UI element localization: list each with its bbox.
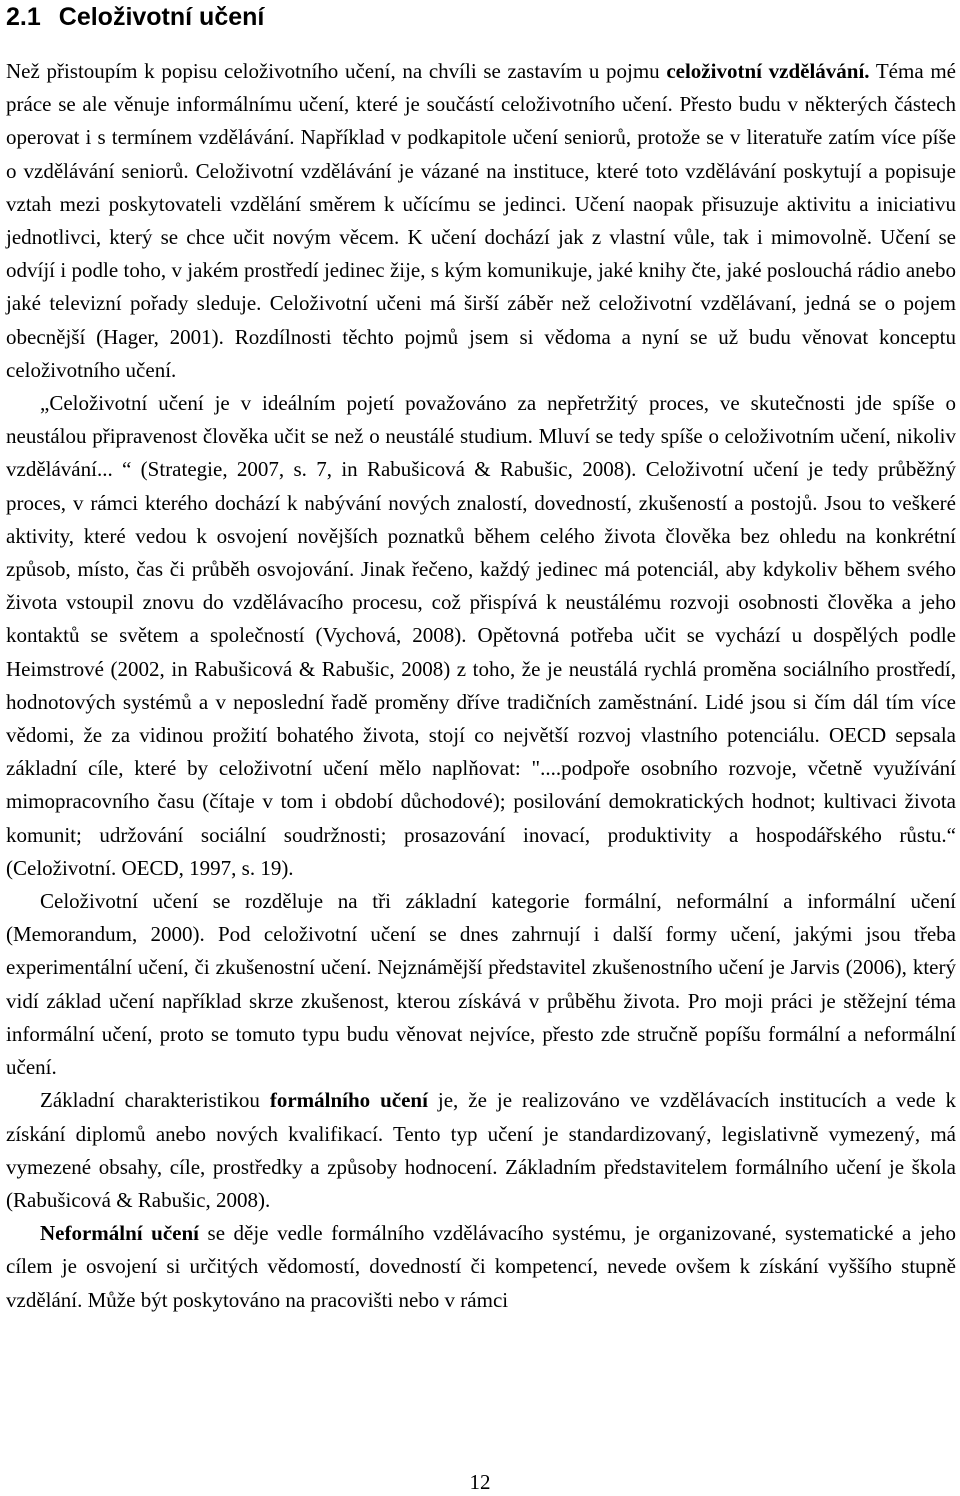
bold-term: Neformální učení [40,1221,200,1246]
paragraph [6,1217,956,1317]
section-title: Celoživotní učení [58,3,265,31]
bold-term: formálního učení [269,1088,428,1113]
paragraph [6,387,956,885]
section-heading [6,2,956,32]
section-body [6,55,956,1317]
text-run: Celoživotní učení se rozděluje na tři základní kategorie formální, neformální a informální učení (Memorandum, 2000). Pod celoživotní učení se dnes zahrnují i další formy učení, jakými jsou třeba experimentální učení, či zkušenostní učení. Nejznámější představitel zkušenostního učení je Jarvis (2006), který vidí základ učení například skrze zkušenost, kterou získává v průběhu života. Pro moji práci je stěžejní téma informální učení, proto se tomuto typu budu věnovat nejvíce, přesto zde stručně popíšu formální a neformální učení. [6,889,956,1080]
text-run: Téma mé práce se ale věnuje informálnímu učení, které je součástí celoživotního učení. Přesto budu v některých částech operovat i s termínem vzdělávání. Například v podkapitole učení seniorů, protože se v literatuře zatím více píše o vzdělávání seniorů. Celoživotní vzdělávání je vázané na instituce, které toto vzdělávání poskytují a popisuje vztah mezi poskytovateli vzdělání směrem k učícímu se jedinci. Učení naopak přisuzuje aktivitu a iniciativu jednotlivci, který se chce učit novým věcem. K učení dochází jak z vlastní vůle, tak i mimovolně. Učení se odvíjí i podle toho, v jakém prostředí jedinec žije, s kým komunikuje, jaké knihy čte, jaké poslouchá rádio anebo jaké televizní pořady sleduje. Celoživotní učeni má širší záběr než celoživotní vzdělávaní, jedná se o pojem obecnější (Hager, 2001). Rozdílnosti těchto pojmů jsem si vědoma a nyní se už budu věnovat konceptu celoživotního učení. [6,59,956,382]
paragraph [6,55,956,387]
text-run: Základní charakteristikou [40,1088,270,1113]
text-run: je, že je realizováno ve vzdělávacích institucích a vede k získání diplomů anebo nových kvalifikací. Tento typ učení je standardizovaný, legislativně vymezený, má vymezené obsahy, cíle, prostředky a způsoby hodnocení. Základním představitelem formálního učení je škola (Rabušicová & Rabušic, 2008). [6,1088,956,1212]
document-page [6,0,956,1317]
page-number: 12 [469,1470,491,1494]
text-run: Než přistoupím k popisu celoživotního učení, na chvíli se zastavím u pojmu [6,59,667,83]
text-run: „Celoživotní učení je v ideálním pojetí považováno za nepřetržitý proces, ve skutečnosti jde spíše o neustálou připravenost člověka učit se než o neustálé studium. Mluví se tedy spíše o celoživotním učení, nikoliv vzdělávání... “ (Strategie, 2007, s. 7, in Rabušicová & Rabušic, 2008). Celoživotní učení je tedy průběžný proces, v rámci kterého dochází k nabývání nových znalostí, dovedností, zkušeností a postojů. Jsou to veškeré aktivity, které vedou k osvojení novějších poznatků během celého života člověka bez ohledu na konkrétní způsob, místo, čas či průběh osvojování. Jinak řečeno, každý jedinec má potenciál, aby kdykoliv během svého života vstoupil znovu do vzdělávacího procesu, což přispívá k neustálému rozvoji osobnosti člověka a jeho kontaktů se světem a společností (Vychová, 2008). Opětovná potřeba učit se vychází u dospělých podle Heimstrové (2002, in Rabušicová & Rabušic, 2008) z toho, že je neustálá rychlá proměna sociálního prostředí, hodnotových systémů a v neposlední řadě proměny dříve tradičních zaměstnání. Lidé jsou si čím dál tím více vědomi, že za vidinou prožití bohatého života, stojí co největší rozvoj vlastního potenciálu. OECD sepsala základní cíle, které by celoživotní učení mělo naplňovat: "....podpoře osobního rozvoje, včetně využívání mimopracovního času (čítaje v tom i období důchodové); posilování demokratických hodnot; kultivaci života komunit; udržování sociální soudržnosti; prosazování inovací, produktivity a hospodářského růstu.“ (Celoživotní. OECD, 1997, s. 19). [6,391,956,880]
bold-term: celoživotní vzdělávání. [666,59,870,83]
paragraph [6,1084,956,1217]
paragraph [6,885,956,1084]
section-number: 2.1 [6,3,41,31]
text-run: se děje vedle formálního vzdělávacího systému, je organizované, systematické a jeho cílem je osvojení si určitých vědomostí, dovedností či kompetencí, nevede ovšem k získání vyššího stupně vzdělání. Může být poskytováno na pracovišti nebo v rámci [6,1221,956,1312]
